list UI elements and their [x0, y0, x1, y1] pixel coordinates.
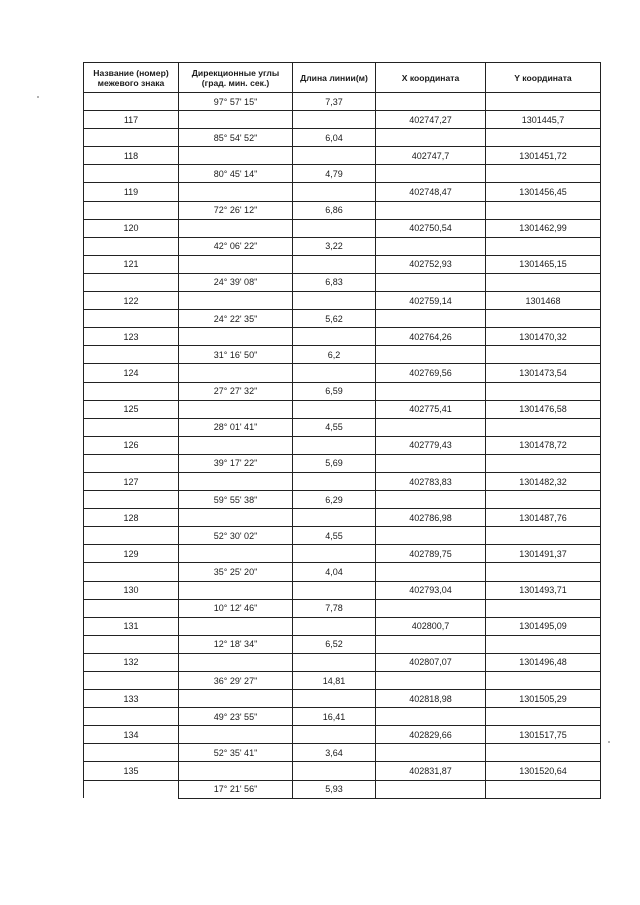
line-length-cell [293, 183, 376, 201]
table-body [84, 93, 601, 799]
direction-angle-cell [179, 509, 293, 527]
scan-speck [608, 741, 610, 743]
boundary-mark-row [84, 111, 601, 129]
line-length-cell: 3,22 [293, 237, 376, 255]
mark-name-cell: 118 [84, 147, 179, 165]
y-coordinate-cell [486, 527, 601, 545]
x-coordinate-cell [376, 454, 486, 472]
y-coordinate-cell [486, 780, 601, 798]
x-coordinate-cell [376, 491, 486, 509]
x-coordinate-cell [376, 708, 486, 726]
y-coordinate-cell: 1301482,32 [486, 472, 601, 490]
line-length-cell [293, 436, 376, 454]
direction-angle-cell [179, 219, 293, 237]
segment-row [84, 201, 601, 219]
line-length-cell: 4,04 [293, 563, 376, 581]
y-coordinate-cell [486, 237, 601, 255]
direction-angle-cell: 39° 17' 22" [179, 454, 293, 472]
mark-name-cell: 120 [84, 219, 179, 237]
mark-name-cell [84, 93, 179, 111]
x-coordinate-cell [376, 93, 486, 111]
mark-name-cell: 130 [84, 581, 179, 599]
line-length-cell [293, 726, 376, 744]
direction-angle-cell: 31° 16' 50" [179, 346, 293, 364]
segment-row [84, 418, 601, 436]
direction-angle-cell [179, 545, 293, 563]
direction-angle-cell: 80° 45' 14" [179, 165, 293, 183]
line-length-cell [293, 111, 376, 129]
x-coordinate-cell [376, 418, 486, 436]
y-coordinate-cell: 1301478,72 [486, 436, 601, 454]
direction-angle-cell: 28° 01' 41" [179, 418, 293, 436]
segment-row [84, 708, 601, 726]
mark-name-cell [84, 672, 179, 690]
segment-row [84, 491, 601, 509]
mark-name-cell [84, 382, 179, 400]
boundary-mark-row [84, 472, 601, 490]
direction-angle-cell: 12° 18' 34" [179, 635, 293, 653]
x-coordinate-cell: 402764,26 [376, 328, 486, 346]
mark-name-cell [84, 635, 179, 653]
line-length-cell [293, 509, 376, 527]
segment-row [84, 563, 601, 581]
direction-angle-cell: 72° 26' 12" [179, 201, 293, 219]
mark-name-cell [84, 310, 179, 328]
boundary-mark-row [84, 255, 601, 273]
mark-name-cell [84, 273, 179, 291]
y-coordinate-cell: 1301496,48 [486, 653, 601, 671]
y-coordinate-cell: 1301456,45 [486, 183, 601, 201]
y-coordinate-cell [486, 454, 601, 472]
mark-name-cell: 133 [84, 690, 179, 708]
direction-angle-cell: 10° 12' 46" [179, 599, 293, 617]
direction-angle-cell: 85° 54' 52" [179, 129, 293, 147]
direction-angle-cell [179, 653, 293, 671]
direction-angle-cell: 52° 30' 02" [179, 527, 293, 545]
mark-name-cell [84, 418, 179, 436]
mark-name-cell: 122 [84, 292, 179, 310]
mark-name-cell: 123 [84, 328, 179, 346]
x-coordinate-cell: 402800,7 [376, 617, 486, 635]
x-coordinate-cell: 402807,07 [376, 653, 486, 671]
y-coordinate-cell: 1301473,54 [486, 364, 601, 382]
line-length-cell: 6,83 [293, 273, 376, 291]
mark-name-cell [84, 527, 179, 545]
mark-name-cell: 119 [84, 183, 179, 201]
line-length-cell: 3,64 [293, 744, 376, 762]
segment-row [84, 635, 601, 653]
line-length-cell [293, 219, 376, 237]
x-coordinate-cell [376, 527, 486, 545]
segment-row [84, 273, 601, 291]
y-coordinate-cell [486, 273, 601, 291]
segment-row [84, 310, 601, 328]
header-row [84, 63, 601, 93]
x-coordinate-cell: 402818,98 [376, 690, 486, 708]
y-coordinate-cell: 1301495,09 [486, 617, 601, 635]
boundary-mark-row [84, 328, 601, 346]
direction-angle-cell: 97° 57' 15" [179, 93, 293, 111]
x-coordinate-cell: 402769,56 [376, 364, 486, 382]
boundary-mark-row [84, 545, 601, 563]
x-coordinate-cell [376, 129, 486, 147]
x-coordinate-cell [376, 273, 486, 291]
segment-row [84, 527, 601, 545]
y-coordinate-cell [486, 563, 601, 581]
direction-angle-cell [179, 364, 293, 382]
header-line-length: Длина линии(м) [293, 63, 376, 93]
mark-name-cell [84, 744, 179, 762]
segment-row [84, 454, 601, 472]
mark-name-cell: 135 [84, 762, 179, 780]
y-coordinate-cell [486, 708, 601, 726]
x-coordinate-cell [376, 382, 486, 400]
direction-angle-cell: 59° 55' 38" [179, 491, 293, 509]
x-coordinate-cell [376, 672, 486, 690]
boundary-mark-row [84, 581, 601, 599]
direction-angle-cell [179, 255, 293, 273]
direction-angle-cell [179, 292, 293, 310]
direction-angle-cell: 36° 29' 27" [179, 672, 293, 690]
y-coordinate-cell: 1301470,32 [486, 328, 601, 346]
segment-row [84, 744, 601, 762]
segment-row [84, 129, 601, 147]
y-coordinate-cell: 1301491,37 [486, 545, 601, 563]
line-length-cell: 5,93 [293, 780, 376, 798]
line-length-cell: 6,2 [293, 346, 376, 364]
coordinates-table [83, 62, 601, 799]
y-coordinate-cell [486, 129, 601, 147]
x-coordinate-cell: 402786,98 [376, 509, 486, 527]
direction-angle-cell [179, 472, 293, 490]
segment-row [84, 346, 601, 364]
boundary-mark-row [84, 292, 601, 310]
line-length-cell: 6,29 [293, 491, 376, 509]
mark-name-cell: 134 [84, 726, 179, 744]
header-direction-angle: Дирекционные углы (град. мин. сек.) [179, 63, 293, 93]
y-coordinate-cell [486, 382, 601, 400]
line-length-cell [293, 617, 376, 635]
y-coordinate-cell: 1301505,29 [486, 690, 601, 708]
line-length-cell [293, 762, 376, 780]
mark-name-cell: 121 [84, 255, 179, 273]
y-coordinate-cell [486, 599, 601, 617]
boundary-mark-row [84, 617, 601, 635]
y-coordinate-cell: 1301465,15 [486, 255, 601, 273]
direction-angle-cell [179, 436, 293, 454]
boundary-mark-row [84, 509, 601, 527]
mark-name-cell [84, 346, 179, 364]
y-coordinate-cell: 1301468 [486, 292, 601, 310]
x-coordinate-cell [376, 201, 486, 219]
x-coordinate-cell: 402829,66 [376, 726, 486, 744]
direction-angle-cell [179, 147, 293, 165]
x-coordinate-cell: 402747,27 [376, 111, 486, 129]
line-length-cell: 5,62 [293, 310, 376, 328]
line-length-cell: 4,55 [293, 418, 376, 436]
mark-name-cell: 131 [84, 617, 179, 635]
boundary-mark-row [84, 219, 601, 237]
line-length-cell: 4,55 [293, 527, 376, 545]
y-coordinate-cell: 1301493,71 [486, 581, 601, 599]
x-coordinate-cell: 402775,41 [376, 400, 486, 418]
x-coordinate-cell: 402752,93 [376, 255, 486, 273]
y-coordinate-cell: 1301487,76 [486, 509, 601, 527]
direction-angle-cell [179, 617, 293, 635]
boundary-mark-row [84, 653, 601, 671]
x-coordinate-cell [376, 237, 486, 255]
line-length-cell: 16,41 [293, 708, 376, 726]
x-coordinate-cell: 402747,7 [376, 147, 486, 165]
line-length-cell [293, 292, 376, 310]
direction-angle-cell [179, 328, 293, 346]
y-coordinate-cell [486, 310, 601, 328]
direction-angle-cell [179, 111, 293, 129]
direction-angle-cell: 52° 35' 41" [179, 744, 293, 762]
direction-angle-cell [179, 581, 293, 599]
y-coordinate-cell [486, 418, 601, 436]
x-coordinate-cell [376, 635, 486, 653]
mark-name-cell: 124 [84, 364, 179, 382]
y-coordinate-cell [486, 635, 601, 653]
mark-name-cell [84, 708, 179, 726]
mark-name-cell [84, 780, 179, 798]
direction-angle-cell: 49° 23' 55" [179, 708, 293, 726]
x-coordinate-cell [376, 780, 486, 798]
mark-name-cell [84, 491, 179, 509]
boundary-mark-row [84, 762, 601, 780]
segment-row [84, 780, 601, 798]
x-coordinate-cell [376, 563, 486, 581]
mark-name-cell [84, 165, 179, 183]
boundary-mark-row [84, 726, 601, 744]
mark-name-cell [84, 237, 179, 255]
header-y-coordinate: Y координата [486, 63, 601, 93]
mark-name-cell [84, 201, 179, 219]
mark-name-cell [84, 129, 179, 147]
y-coordinate-cell: 1301445,7 [486, 111, 601, 129]
header-mark-name: Название (номер) межевого знака [84, 63, 179, 93]
y-coordinate-cell: 1301451,72 [486, 147, 601, 165]
boundary-mark-row [84, 147, 601, 165]
y-coordinate-cell [486, 165, 601, 183]
x-coordinate-cell: 402750,54 [376, 219, 486, 237]
segment-row [84, 93, 601, 111]
mark-name-cell [84, 454, 179, 472]
line-length-cell [293, 545, 376, 563]
line-length-cell [293, 147, 376, 165]
segment-row [84, 599, 601, 617]
mark-name-cell [84, 599, 179, 617]
line-length-cell [293, 255, 376, 273]
boundary-mark-row [84, 364, 601, 382]
x-coordinate-cell: 402759,14 [376, 292, 486, 310]
direction-angle-cell: 35° 25' 20" [179, 563, 293, 581]
line-length-cell [293, 690, 376, 708]
direction-angle-cell [179, 762, 293, 780]
mark-name-cell [84, 563, 179, 581]
x-coordinate-cell [376, 346, 486, 364]
y-coordinate-cell: 1301517,75 [486, 726, 601, 744]
x-coordinate-cell [376, 310, 486, 328]
boundary-mark-row [84, 436, 601, 454]
scan-speck [37, 96, 39, 98]
mark-name-cell: 129 [84, 545, 179, 563]
direction-angle-cell: 24° 39' 08" [179, 273, 293, 291]
direction-angle-cell: 24° 22' 35" [179, 310, 293, 328]
direction-angle-cell: 42° 06' 22" [179, 237, 293, 255]
direction-angle-cell: 27° 27' 32" [179, 382, 293, 400]
mark-name-cell: 128 [84, 509, 179, 527]
line-length-cell [293, 472, 376, 490]
y-coordinate-cell: 1301476,58 [486, 400, 601, 418]
boundary-mark-row [84, 690, 601, 708]
direction-angle-cell: 17° 21' 56" [179, 780, 293, 798]
line-length-cell: 6,86 [293, 201, 376, 219]
line-length-cell: 6,59 [293, 382, 376, 400]
line-length-cell: 7,37 [293, 93, 376, 111]
line-length-cell [293, 653, 376, 671]
boundary-mark-row [84, 183, 601, 201]
line-length-cell [293, 400, 376, 418]
x-coordinate-cell [376, 165, 486, 183]
x-coordinate-cell: 402793,04 [376, 581, 486, 599]
header-x-coordinate: X координата [376, 63, 486, 93]
line-length-cell: 4,79 [293, 165, 376, 183]
x-coordinate-cell: 402789,75 [376, 545, 486, 563]
mark-name-cell: 117 [84, 111, 179, 129]
x-coordinate-cell [376, 599, 486, 617]
segment-row [84, 165, 601, 183]
line-length-cell: 6,04 [293, 129, 376, 147]
y-coordinate-cell [486, 744, 601, 762]
direction-angle-cell [179, 183, 293, 201]
direction-angle-cell [179, 690, 293, 708]
boundary-mark-row [84, 400, 601, 418]
segment-row [84, 382, 601, 400]
mark-name-cell: 125 [84, 400, 179, 418]
y-coordinate-cell [486, 93, 601, 111]
mark-name-cell: 126 [84, 436, 179, 454]
line-length-cell [293, 364, 376, 382]
y-coordinate-cell [486, 346, 601, 364]
segment-row [84, 672, 601, 690]
segment-row [84, 237, 601, 255]
line-length-cell: 6,52 [293, 635, 376, 653]
x-coordinate-cell: 402779,43 [376, 436, 486, 454]
y-coordinate-cell [486, 201, 601, 219]
x-coordinate-cell: 402783,83 [376, 472, 486, 490]
x-coordinate-cell: 402831,87 [376, 762, 486, 780]
x-coordinate-cell [376, 744, 486, 762]
mark-name-cell: 127 [84, 472, 179, 490]
y-coordinate-cell [486, 672, 601, 690]
y-coordinate-cell [486, 491, 601, 509]
y-coordinate-cell: 1301520,64 [486, 762, 601, 780]
line-length-cell: 5,69 [293, 454, 376, 472]
line-length-cell: 7,78 [293, 599, 376, 617]
x-coordinate-cell: 402748,47 [376, 183, 486, 201]
mark-name-cell: 132 [84, 653, 179, 671]
y-coordinate-cell: 1301462,99 [486, 219, 601, 237]
direction-angle-cell [179, 400, 293, 418]
line-length-cell [293, 581, 376, 599]
direction-angle-cell [179, 726, 293, 744]
line-length-cell [293, 328, 376, 346]
line-length-cell: 14,81 [293, 672, 376, 690]
